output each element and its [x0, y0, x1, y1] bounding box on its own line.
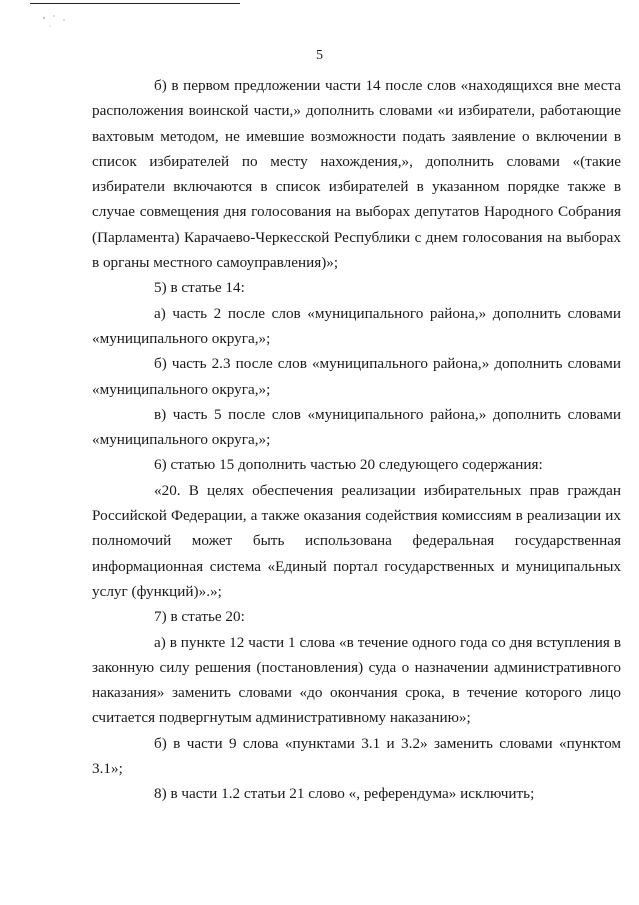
top-rule	[30, 3, 240, 4]
paragraph: б) часть 2.3 после слов «муниципального района,» дополнить словами «муниципального округа,»;	[92, 355, 621, 398]
paragraph: б) в первом предложении части 14 после слов «находящихся вне места расположения воинской части,» дополнить словами «и избиратели, работающие вахтовым методом, не имевшие возможности подать заявление о включении в список избирателей по месту нахождения,», дополнить словами «(такие избиратели включаются в список избирателей в указанном порядке также в случае совмещения дня голосования на выборах депутатов Народного Собрания (Парламента) Карачаево-Черкесской Республики с днем голосования на выборах в органы местного самоуправления)»;	[92, 77, 621, 272]
paragraph: 7) в статье 20:	[154, 608, 245, 626]
paragraph: 8) в части 1.2 статьи 21 слово «, референдума» исключить;	[154, 785, 535, 803]
scan-specks	[40, 12, 80, 32]
paragraph: 6) статью 15 дополнить частью 20 следующего содержания:	[154, 456, 543, 474]
paragraph: «20. В целях обеспечения реализации избирательных прав граждан Российской Федерации, а также оказания содействия комиссиям в реализации их полномочий может быть использована федеральная государственная информационная система «Единый портал государственных и муниципальных услуг (функций)».»;	[92, 481, 621, 600]
paragraph: а) часть 2 после слов «муниципального района,» дополнить словами «муниципального округа,»;	[92, 304, 621, 347]
page-number: 5	[316, 48, 323, 63]
paragraph: 5) в статье 14:	[154, 279, 245, 297]
paragraph: б) в части 9 слова «пунктами 3.1 и 3.2» заменить словами «пунктом 3.1»;	[92, 734, 621, 778]
document-body	[92, 73, 621, 807]
paragraph: в) часть 5 после слов «муниципального района,» дополнить словами «муниципального округа,»;	[92, 405, 621, 449]
paragraph: а) в пункте 12 части 1 слова «в течение одного года со дня вступления в законную силу решения (постановления) суда о назначении административного наказания» заменить словами «до окончания срока, в течение которого лицо считается подвергнутым административному наказанию»;	[92, 633, 621, 727]
